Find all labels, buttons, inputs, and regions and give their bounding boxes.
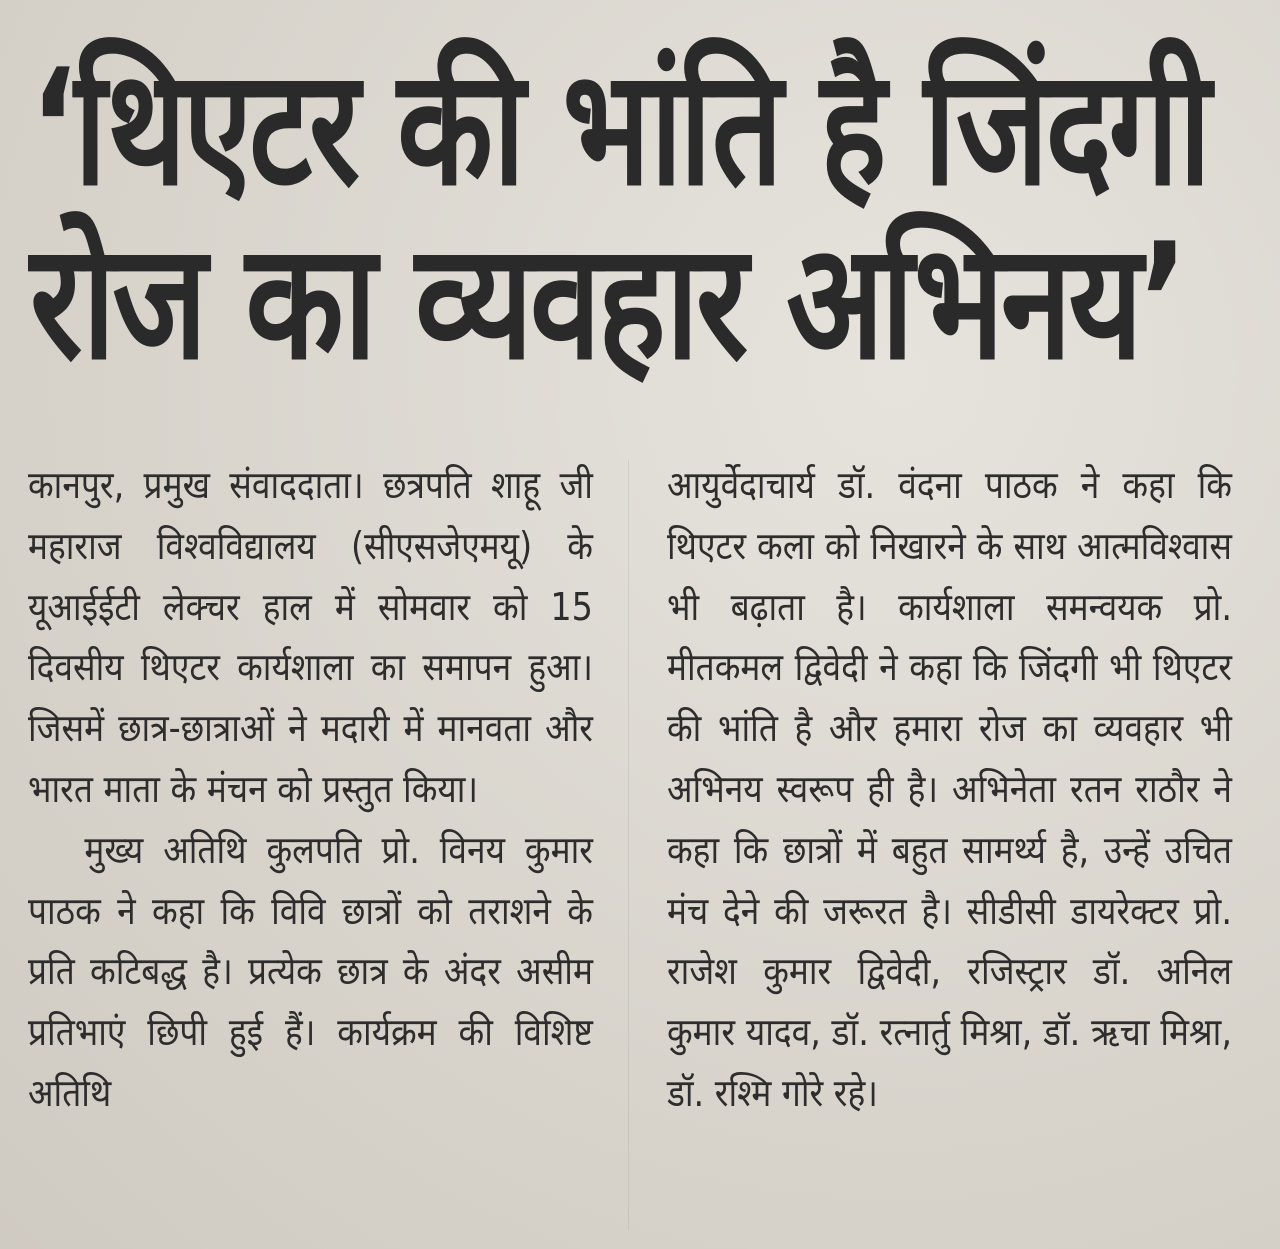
column-divider [628,460,629,1230]
article-paragraph: मुख्य अतिथि कुलपति प्रो. विनय कुमार पाठक ने कहा कि विवि छात्रों को तराशने के प्रति कटिबद्ध है। प्रत्येक छात्र के अंदर असीम प्रतिभाएं छिपी हुई हैं। कार्यक्रम की विशिष्ट अतिथि [28,827,593,1115]
article-column-left [28,455,593,1124]
article-paragraph: कानपुर, प्रमुख संवाददाता। छत्रपति शाहू जी महाराज विश्वविद्यालय (सीएसजेएमयू) के यूआईईटी लेक्चर हाल में सोमवार को 15 दिवसीय थिएटर कार्यशाला का समापन हुआ। जिसमें छात्र-छात्राओं ने मदारी में मानवता और भारत माता के मंचन को प्रस्तुत किया। [28,463,593,811]
article-column-right [667,455,1232,1124]
headline-line-2: रोज का व्यवहार अभिनय’ [30,208,1186,395]
article-paragraph: आयुर्वेदाचार्य डॉ. वंदना पाठक ने कहा कि थिएटर कला को निखारने के साथ आत्मविश्वास भी बढ़ाता है। कार्यशाला समन्वयक प्रो. मीतकमल द्विवेदी ने कहा कि जिंदगी भी थिएटर की भांति है और हमारा रोज का व्यवहार भी अभिनय स्वरूप ही है। अभिनेता रतन राठौर ने कहा कि छात्रों में बहुत सामर्थ्य है, उन्हें उचित मंच देने की जरूरत है। सीडीसी डायरेक्टर प्रो. राजेश कुमार द्विवेदी, रजिस्ट्रार डॉ. अनिल कुमार यादव, डॉ. रत्नार्तु मिश्रा, डॉ. ऋचा मिश्रा, डॉ. रश्मि गोरे रहे। [667,463,1232,1115]
headline-line-1: ‘थिएटर की भांति है जिंदगी [30,34,1209,221]
